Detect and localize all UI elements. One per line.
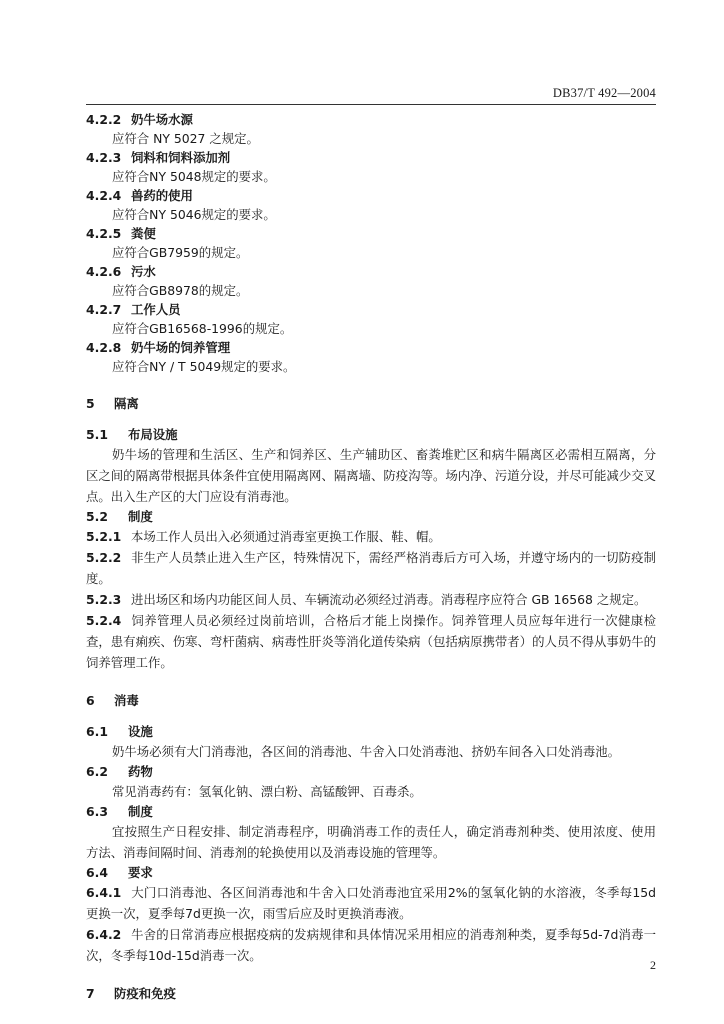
clause-6-4-1: 6.4.1 大门口消毒池、各区间消毒池和牛舍入口处消毒池宜采用2%的氢氧化钠的水溶液，冬季每15d更换一次，夏季每7d更换一次，雨雪后应及时更换消毒液。: [86, 885, 656, 921]
document-body: [86, 110, 656, 1003]
clause-5-2-3: 5.2.3 进出场区和场内功能区间人员、车辆流动必须经过消毒。消毒程序应符合 GB 16568 之规定。: [86, 592, 647, 607]
clause-6-2-text: 常见消毒药有：氢氧化钠、漂白粉、高锰酸钾、百毒杀。: [112, 784, 422, 799]
clause-4-2-4: 4.2.4 兽药的使用 应符合NY 5046规定的要求。: [86, 188, 276, 222]
clause-4-2-5: 4.2.5 粪便 应符合GB7959的规定。: [86, 226, 249, 260]
clause-4-2-2: 4.2.2 奶牛场水源 应符合 NY 5027 之规定。: [86, 112, 259, 146]
clause-4-2-8: 4.2.8 奶牛场的饲养管理 应符合NY / T 5049规定的要求。: [86, 340, 296, 374]
clause-4-2-7: 4.2.7 工作人员 应符合GB16568-1996的规定。: [86, 302, 293, 336]
section-5-heading: 5 隔离: [86, 396, 139, 411]
clause-6-3-heading: 6.3 制度: [86, 804, 153, 819]
section-7-heading: 7 防疫和免疫: [86, 986, 176, 1001]
clause-6-3-text: 宜按照生产日程安排、制定消毒程序，明确消毒工作的责任人，确定消毒剂种类、使用浓度、使用方法、消毒间隔时间、消毒剂的轮换使用以及消毒设施的管理等。: [86, 824, 656, 860]
page-number: 2: [650, 958, 656, 972]
clause-5-1-heading: 5.1 布局设施: [86, 427, 178, 442]
clause-5-2-heading: 5.2 制度: [86, 509, 153, 524]
clause-4-2-6: 4.2.6 污水 应符合GB8978的规定。: [86, 264, 249, 298]
clause-5-2-2: 5.2.2 非生产人员禁止进入生产区，特殊情况下，需经严格消毒后方可入场，并遵守场内的一切防疫制度。: [86, 550, 656, 586]
clause-6-1-text: 奶牛场必须有大门消毒池，各区间的消毒池、牛舍入口处消毒池、挤奶车间各入口处消毒池。: [112, 744, 621, 759]
header-rule: [86, 104, 656, 105]
clause-6-2-heading: 6.2 药物: [86, 764, 153, 779]
clause-6-4-2: 6.4.2 牛舍的日常消毒应根据疫病的发病规律和具体情况采用相应的消毒剂种类，夏季每5d-7d消毒一次，冬季每10d-15d消毒一次。: [86, 927, 656, 963]
clause-5-2-4: 5.2.4 饲养管理人员必须经过岗前培训，合格后才能上岗操作。饲养管理人员应每年进行一次健康检查，患有痢疾、伤寒、弯杆菌病、病毒性肝炎等消化道传染病（包括病原携带者）的人员不得从事奶牛的饲养管理工作。: [86, 613, 656, 670]
clause-5-1-text: 奶牛场的管理和生活区、生产和饲养区、生产辅助区、畜粪堆贮区和病牛隔离区必需相互隔离，分区之间的隔离带根据具体条件宜使用隔离网、隔离墙、防疫沟等。场内净、污道分设，并尽可能减少交叉点。出入生产区的大门应设有消毒池。: [86, 447, 656, 504]
clause-6-1-heading: 6.1 设施: [86, 724, 153, 739]
section-6-heading: 6 消毒: [86, 693, 139, 708]
page-header: DB37/T 492—2004: [552, 86, 656, 100]
clause-4-2-3: 4.2.3 饲料和饲料添加剂 应符合NY 5048规定的要求。: [86, 150, 276, 184]
clause-6-4-heading: 6.4 要求: [86, 865, 153, 880]
clause-5-2-1: 5.2.1 本场工作人员出入必须通过消毒室更换工作服、鞋、帽。: [86, 529, 441, 544]
